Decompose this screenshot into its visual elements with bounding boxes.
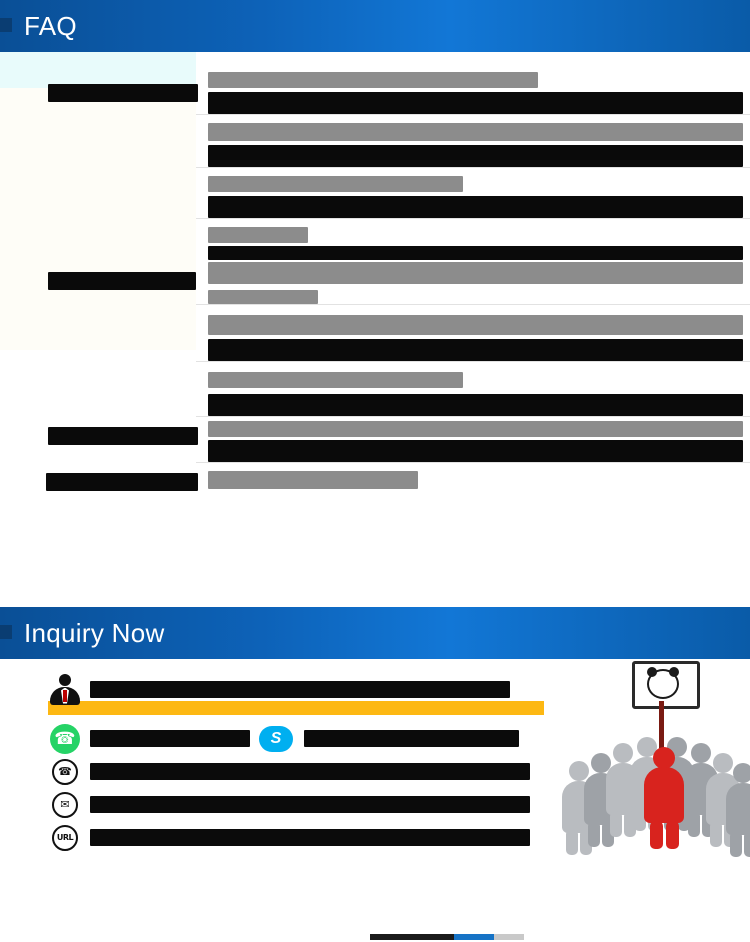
table-row[interactable]: [0, 115, 750, 167]
phone-icon: ☎: [48, 757, 82, 787]
crowd-mascot-illustration: [560, 659, 750, 889]
redacted-text: [208, 72, 538, 88]
faq-answer-cell: [196, 52, 750, 114]
faq-answer-cell: [196, 463, 750, 491]
pagination-strip[interactable]: [0, 932, 750, 942]
faq-question-cell: [0, 362, 196, 416]
inquiry-container: [0, 659, 750, 909]
contact-row-email[interactable]: [48, 788, 548, 821]
faq-answer-cell: [196, 260, 750, 304]
inquiry-section-title: Inquiry Now: [24, 618, 165, 648]
redacted-phone-number: [90, 763, 530, 780]
redacted-text: [46, 473, 198, 491]
redacted-skype-id: [304, 730, 519, 747]
table-row[interactable]: [0, 362, 750, 416]
faq-question-cell: [0, 417, 196, 462]
faq-answer-cell: [196, 168, 750, 218]
redacted-text: [208, 315, 743, 335]
faq-answer-cell: [196, 219, 750, 260]
table-row[interactable]: [0, 417, 750, 462]
faq-answer-cell: [196, 115, 750, 167]
contact-row-whatsapp[interactable]: [48, 722, 548, 755]
contact-row-phone[interactable]: [48, 755, 548, 788]
redacted-text: [208, 372, 463, 388]
faq-question-cell: [0, 168, 196, 218]
table-row[interactable]: [0, 463, 750, 491]
redacted-text: [208, 92, 743, 114]
faq-answer-cell: [196, 362, 750, 416]
pager-segment-3[interactable]: [494, 934, 524, 940]
redacted-text: [208, 227, 308, 243]
redacted-text: [208, 394, 743, 416]
faq-table: [0, 52, 750, 491]
url-icon: URL: [48, 823, 82, 853]
skype-icon[interactable]: S: [256, 724, 296, 754]
redacted-text: [208, 339, 743, 361]
faq-section-header: [0, 0, 750, 52]
email-icon: ✉: [48, 790, 82, 820]
redacted-text: [208, 421, 743, 437]
contact-list: [48, 673, 548, 854]
redacted-text: [48, 272, 196, 290]
panda-sign-icon: [632, 661, 700, 709]
redacted-contact-name: [90, 681, 510, 698]
faq-question-cell: [0, 219, 196, 260]
square-bullet-icon: [0, 625, 12, 639]
table-row[interactable]: [0, 305, 750, 361]
inquiry-section-header: [0, 607, 750, 659]
contact-row-person[interactable]: [48, 673, 548, 706]
contact-row-url[interactable]: [48, 821, 548, 854]
redacted-whatsapp-number: [90, 730, 250, 747]
redacted-text: [208, 471, 418, 489]
redacted-text: [208, 440, 743, 462]
table-row[interactable]: [0, 168, 750, 218]
redacted-text: [208, 290, 318, 304]
table-row[interactable]: [0, 52, 750, 114]
redacted-text: [208, 196, 743, 218]
redacted-text: [208, 123, 743, 141]
faq-question-cell: [0, 305, 196, 361]
faq-question-cell: [0, 115, 196, 167]
redacted-text: [48, 84, 198, 102]
redacted-website-url: [90, 829, 530, 846]
crowd-figures: [560, 717, 750, 885]
redacted-text: [48, 427, 198, 445]
redacted-text: [208, 246, 743, 260]
square-bullet-icon: [0, 18, 12, 32]
faq-table-body: [0, 52, 750, 491]
faq-section-title: FAQ: [24, 11, 77, 41]
person-contact-icon: [48, 675, 82, 705]
faq-question-cell: [0, 463, 196, 491]
faq-table-container: [0, 52, 750, 607]
faq-answer-cell: [196, 417, 750, 462]
redacted-text: [208, 262, 743, 284]
redacted-email-address: [90, 796, 530, 813]
faq-question-cell: [0, 260, 196, 304]
pager-segment-1[interactable]: [370, 934, 454, 940]
faq-question-cell: [0, 52, 196, 114]
table-row[interactable]: [0, 219, 750, 260]
whatsapp-icon[interactable]: ☎: [48, 724, 82, 754]
redacted-text: [208, 176, 463, 192]
table-row[interactable]: [0, 260, 750, 304]
pager-segment-2[interactable]: [454, 934, 494, 940]
faq-answer-cell: [196, 305, 750, 361]
redacted-text: [208, 145, 743, 167]
